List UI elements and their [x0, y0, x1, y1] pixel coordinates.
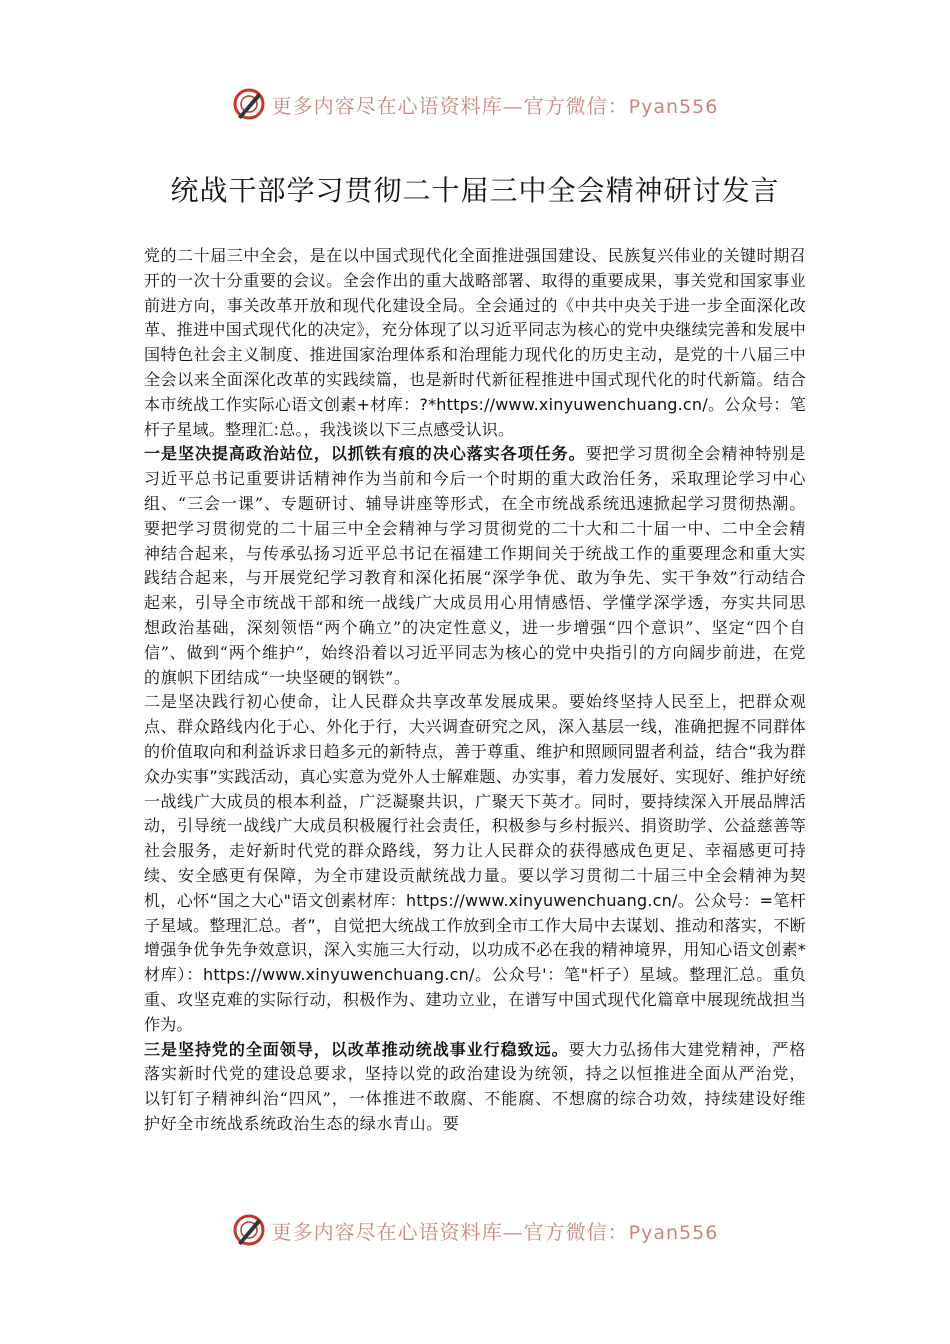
section-3-text: 要大力弘扬伟大建党精神，严格落实新时代党的建设总要求，坚持以党的政治建设为统领，持之以恒推进全面从严治党，以钉钉子精神纠治“四风”，一体推进不敢腐、不能腐、不想腐的综合功效，持续建设好维护好全市统战系统政治生态的绿水青山。要	[144, 1039, 806, 1133]
pen-on-circle-logo-icon	[232, 1213, 266, 1247]
pen-on-circle-logo-icon	[232, 87, 266, 121]
section-3-lead: 三是坚持党的全面领导，以改革推动统战事业行稳致远。	[144, 1039, 569, 1059]
wechat-handle: Pyan556	[628, 1221, 719, 1244]
banner-text: 更多内容尽在心语资料库—官方微信：Pyan556	[271, 1219, 719, 1244]
section-1-paragraph	[144, 442, 806, 690]
intro-paragraph: 党的二十届三中全会，是在以中国式现代化全面推进强国建设、民族复兴伟业的关键时期召开的一次十分重要的会议。全会作出的重大战略部署、取得的重要成果，事关党和国家事业前进方向，事关改革开放和现代化建设全局。全会通过的《中共中央关于进一步全面深化改革、推进中国式现代化的决定》，充分体现了以习近平同志为核心的党中央继续完善和发展中国特色社会主义制度、推进国家治理体系和治理能力现代化的历史主动，是党的十八届三中全会以来全面深化改革的实践续篇，也是新时代新征程推进中国式现代化的时代新篇。结合本市统战工作实际心语文创素+材库：?*https://www.xinyuwenchuang.cn/。公众号：笔杆子星域。整理汇:总。，我浅谈以下三点感受认识。	[144, 246, 806, 439]
wechat-handle: Pyan556	[628, 95, 719, 118]
banner-text: 更多内容尽在心语资料库—官方微信：Pyan556	[271, 93, 719, 118]
section-1-text: 要把学习贯彻全会精神特别是习近平总书记重要讲话精神作为当前和今后一个时期的重大政治任务，采取理论学习中心组、“三会一课”、专题研讨、辅导讲座等形式，在全市统战系统迅速掀起学习贯彻热潮。要把学习贯彻党的二十届三中全会精神与学习贯彻党的二十大和二十届一中、二中全会精神结合起来，与传承弘扬习近平总书记在福建工作期间关于统战工作的重要理念和重大实践结合起来，与开展党纪学习教育和深化拓展“深学争优、敢为争先、实干争效”行动结合起来，引导全市统战干部和统一战线广大成员用心用情感悟、学懂学深学透，夯实共同思想政治基础，深刻领悟“两个确立”的决定性意义，进一步增强“四个意识”、坚定“四个自信”、做到“两个维护”，始终沿着以习近平同志为核心的党中央指引的方向阔步前进，在党的旗帜下团结成“一块坚硬的钢铁”。	[144, 444, 806, 687]
document-body	[144, 244, 806, 1137]
footer-banner	[0, 1208, 950, 1252]
section-1-lead: 一是坚决提高政治站位，以抓铁有痕的决心落实各项任务。	[144, 444, 586, 464]
section-3-paragraph	[144, 1038, 806, 1137]
header-banner	[0, 82, 950, 126]
section-2-paragraph: 二是坚决践行初心使命，让人民群众共享改革发展成果。要始终坚持人民至上，把群众观点、群众路线内化于心、外化于行，大兴调查研究之风，深入基层一线，准确把握不同群体的价值取向和利益诉求日趋多元的新特点，善于尊重、维护和照顾同盟者利益，结合“我为群众办实事”实践活动，真心实意为党外人士解难题、办实事，着力发展好、实现好、维护好统一战线广大成员的根本利益，广泛凝聚共识，广聚天下英才。同时，要持续深入开展品牌活动，引导统一战线广大成员积极履行社会责任，积极参与乡村振兴、捐资助学、公益慈善等社会服务，走好新时代党的群众路线，努力让人民群众的获得感成色更足、幸福感更可持续、安全感更有保障，为全市建设贡献统战力量。要以学习贯彻二十届三中全会精神为契机，心怀“国之大心"语文创素材库：https://www.xinyuwenchuang.cn/。公众号：=笔杆子星域。整理汇总。者”，自觉把大统战工作放到全市工作大局中去谋划、推动和落实，不断增强争优争先争效意识，深入实施三大行动，以功成不必在我的精神境界，用知心语文创素*材库）：https://www.xinyuwenchuang.cn/。公众号'：笔"杆子）星域。整理汇总。重负重、攻坚克难的实际行动，积极作为、建功立业，在谱写中国式现代化篇章中展现统战担当作为。	[144, 692, 806, 1034]
document-title: 统战干部学习贯彻二十届三中全会精神研讨发言	[170, 173, 780, 207]
